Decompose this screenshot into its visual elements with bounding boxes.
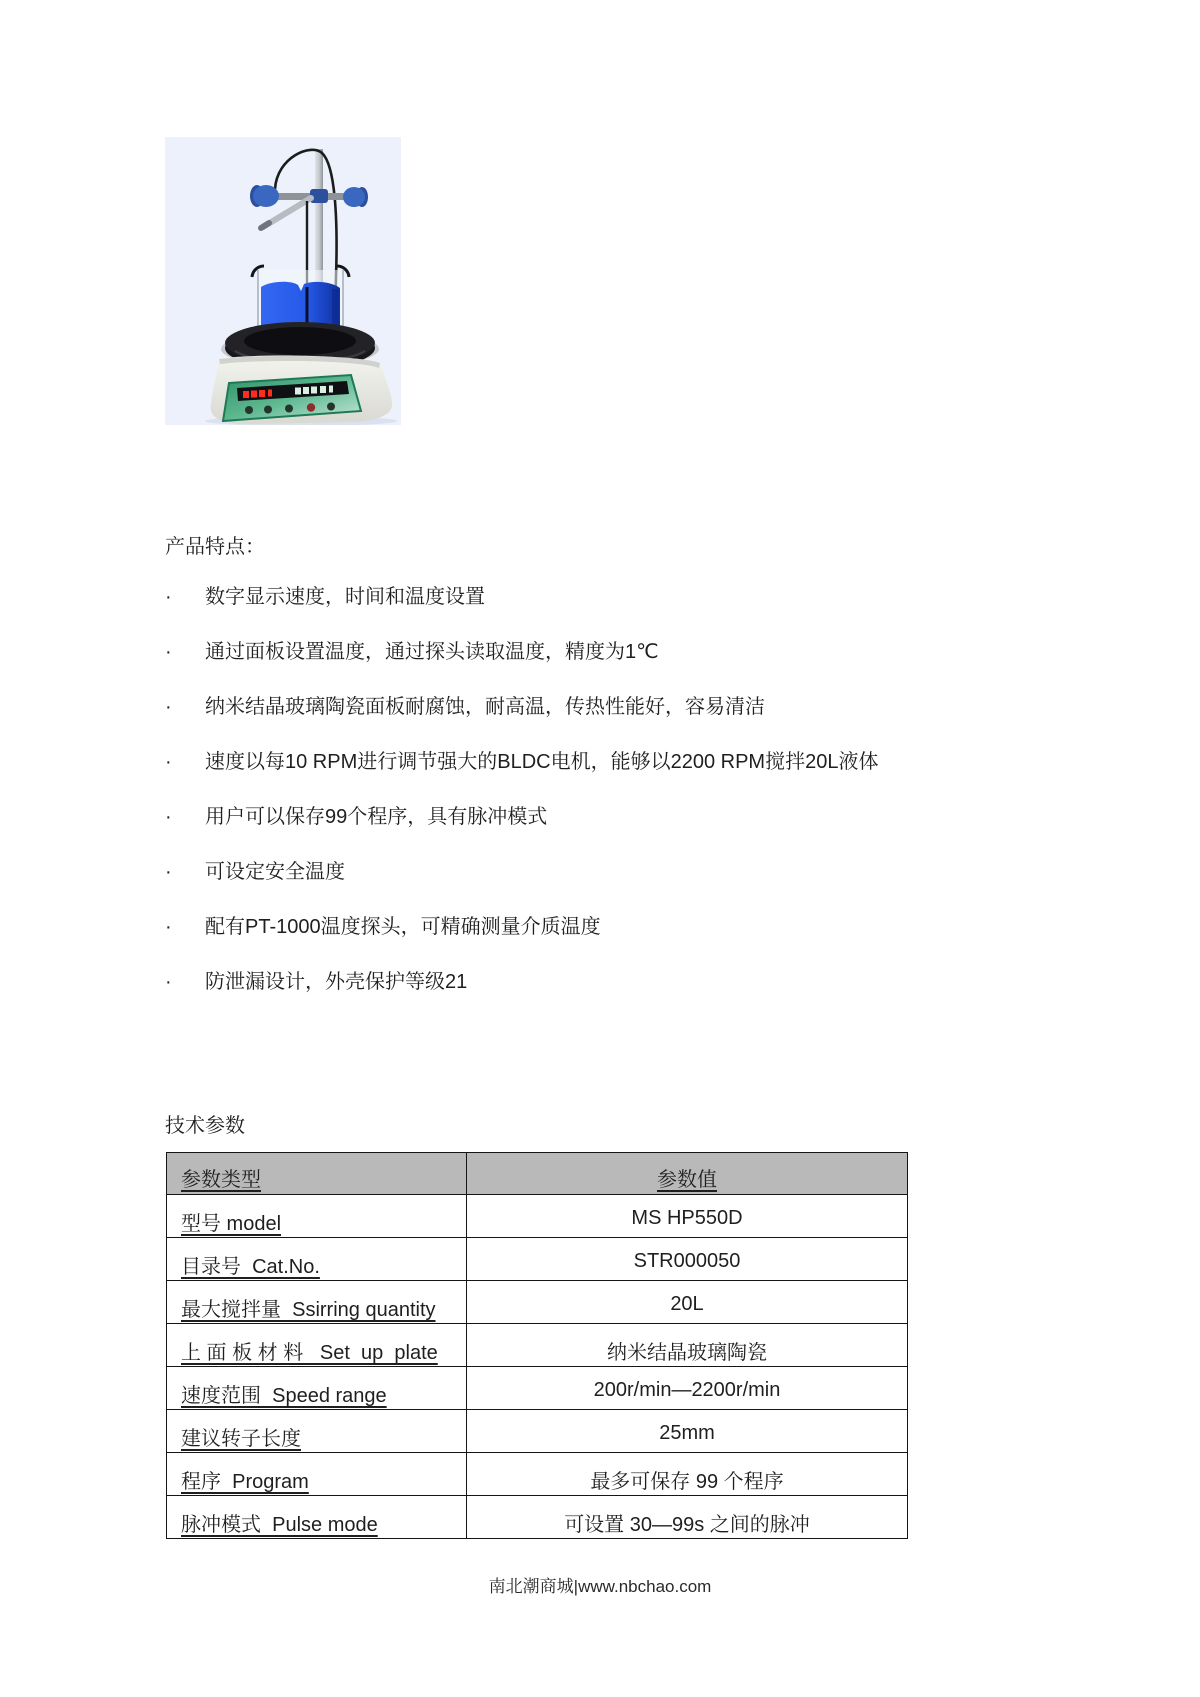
spec-label: 程序 Program (167, 1453, 467, 1495)
feature-text: 速度以每10 RPM进行调节强大的BLDC电机，能够以2200 RPM搅拌20L液体 (205, 751, 879, 773)
footer-site-name: 南北潮商城 (488, 1577, 574, 1596)
bullet-icon: · (165, 971, 172, 993)
table-row (167, 1280, 907, 1323)
left-knob (253, 185, 279, 207)
bullet-icon: · (165, 696, 172, 718)
table-row (167, 1323, 907, 1366)
probe-tip (261, 223, 269, 228)
spec-label: 建议转子长度 (167, 1410, 467, 1452)
spec-value: 最多可保存 99 个程序 (590, 1471, 784, 1493)
features-heading: 产品特点： (165, 536, 265, 558)
footer-separator: | (573, 1577, 579, 1596)
spec-label: 型号 model (167, 1195, 467, 1237)
spec-value: 纳米结晶玻璃陶瓷 (607, 1342, 767, 1364)
footer-url: www.nbchao.com (578, 1577, 712, 1596)
feature-item (165, 913, 925, 941)
bullet-icon: · (165, 806, 172, 828)
feature-text: 防泄漏设计，外壳保护等级21 (205, 971, 468, 993)
bullet-icon: · (165, 586, 172, 608)
feature-text: 数字显示速度，时间和温度设置 (205, 586, 485, 608)
bullet-icon: · (165, 751, 172, 773)
stirrer-illustration (165, 137, 401, 425)
table-row (167, 1452, 907, 1495)
spec-value: STR000050 (633, 1250, 741, 1272)
header-param-value: 参数值 (657, 1169, 717, 1191)
spec-label: 目录号 Cat.No. (167, 1238, 467, 1280)
spec-value: 200r/min—2200r/min (593, 1379, 781, 1401)
feature-item (165, 803, 925, 831)
spec-label: 脉冲模式 Pulse mode (167, 1496, 467, 1538)
spec-label: 最大搅拌量 Ssirring quantity (167, 1281, 467, 1323)
clamp-assembly (250, 185, 368, 228)
feature-item (165, 748, 925, 776)
spec-label: 速度范围 Speed range (167, 1367, 467, 1409)
specs-table-header-row (167, 1153, 907, 1194)
table-row (167, 1495, 907, 1538)
feature-item (165, 638, 925, 666)
feature-text: 纳米结晶玻璃陶瓷面板耐腐蚀，耐高温，传热性能好，容易清洁 (205, 696, 765, 718)
spec-value: 可设置 30—99s 之间的脉冲 (564, 1514, 810, 1536)
feature-item (165, 583, 925, 611)
plate-well (244, 327, 356, 355)
feature-text: 用户可以保存99个程序，具有脉冲模式 (205, 806, 548, 828)
spec-value: 20L (670, 1293, 704, 1315)
specs-heading: 技术参数 (165, 1115, 245, 1137)
spec-label: 上 面 板 材 料 Set up plate (167, 1324, 467, 1366)
feature-item (165, 968, 925, 996)
feature-item (165, 693, 925, 721)
table-row (167, 1194, 907, 1237)
right-knob (343, 187, 365, 207)
specs-table (166, 1152, 908, 1539)
spec-value: MS HP550D (631, 1207, 743, 1229)
table-row (167, 1409, 907, 1452)
feature-text: 配有PT-1000温度探头，可精确测量介质温度 (205, 916, 601, 938)
table-row (167, 1366, 907, 1409)
spec-value: 25mm (659, 1422, 715, 1444)
table-row (167, 1237, 907, 1280)
feature-text: 通过面板设置温度，通过探头读取温度，精度为1℃ (205, 641, 659, 663)
bullet-icon: · (165, 641, 172, 663)
page-footer (0, 1572, 1200, 1597)
bullet-icon: · (165, 861, 172, 883)
feature-text: 可设定安全温度 (205, 861, 345, 883)
product-photo (165, 137, 401, 425)
device-body (211, 356, 392, 424)
bullet-icon: · (165, 916, 172, 938)
header-param-type: 参数类型 (167, 1153, 467, 1194)
feature-item (165, 858, 925, 886)
